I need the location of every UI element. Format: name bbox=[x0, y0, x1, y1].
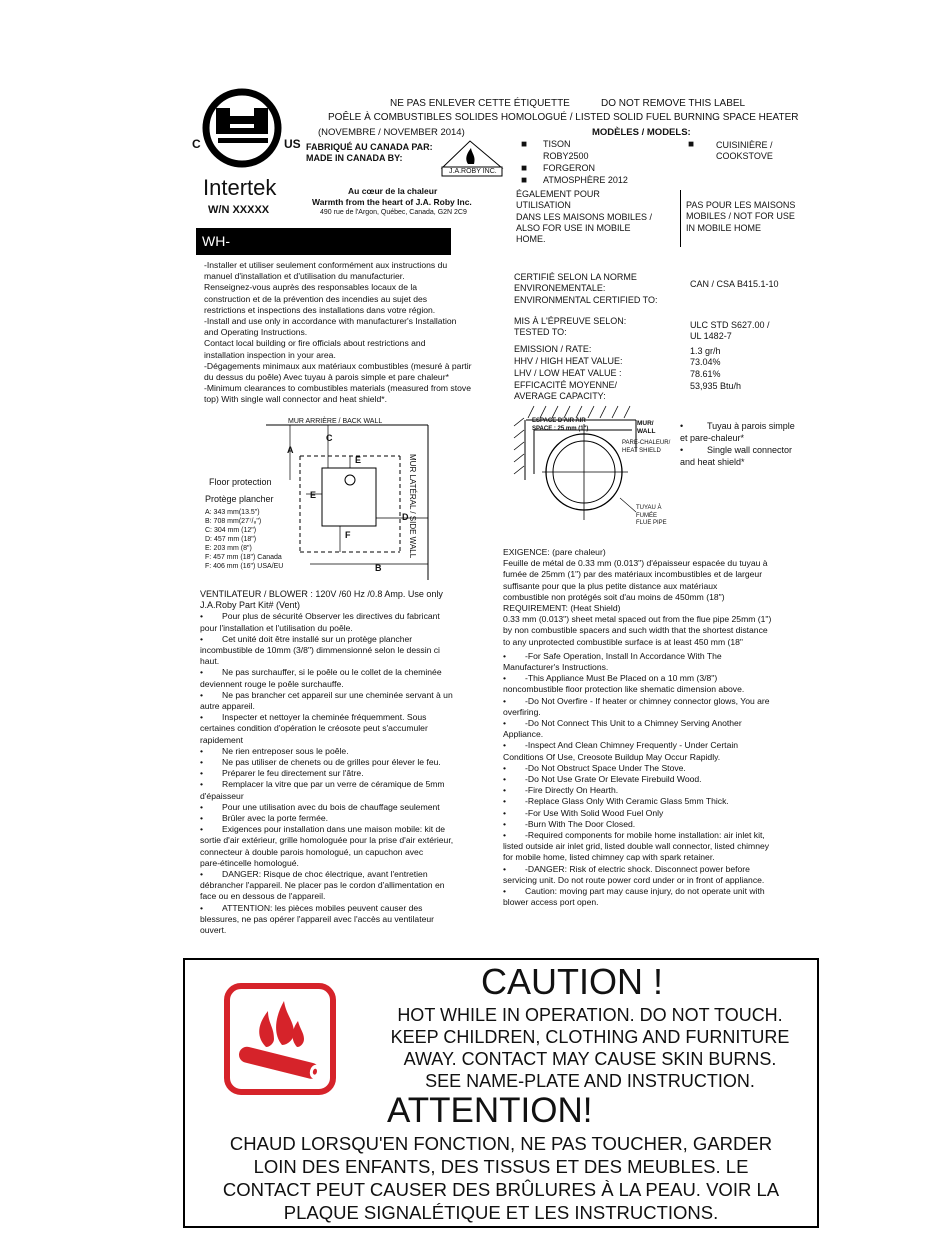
cert-c-mark: C bbox=[192, 137, 201, 151]
warning-item: • DANGER: Risque de choc électrique, avant l'entretien débrancher l'appareil. Ne placer pas le cordon d'allimentation en face ou en dessous de l'appareil. bbox=[200, 869, 500, 903]
warning-item: • -Do Not Obstruct Space Under The Stove. bbox=[503, 763, 823, 774]
floor-protection-label: Floor protection bbox=[209, 477, 272, 487]
caution-en-line: KEEP CHILDREN, CLOTHING AND FURNITURE bbox=[390, 1027, 790, 1047]
model-item: ■ FORGERON bbox=[521, 163, 595, 174]
legend-item: C: 304 mm (12") bbox=[205, 527, 257, 534]
warning-item: • -Inspect And Clean Chimney Frequently - Under Certain Conditions Of Use, Creosote Buildup May Occur Rapidly. bbox=[503, 740, 823, 762]
wall-label: MUR/ WALL bbox=[637, 420, 656, 435]
warning-item: • Brûler avec la porte fermée. bbox=[200, 813, 500, 824]
env-cert-label: CERTIFIÉ SELON LA NORME ENVIRONEMENTALE: ENVIRONMENTAL CERTIFIED TO: bbox=[514, 272, 658, 305]
lhv-value: 78.61% bbox=[690, 369, 721, 379]
warning-item: • Ne rien entreposer sous le poêle. bbox=[200, 746, 500, 757]
warning-item: • Cet unité doit être installé sur un protège plancher incombustible de 10mm (3/8") dimmensionné selon le dessin ci haut. bbox=[200, 634, 500, 668]
model-item: ■ TISON bbox=[521, 139, 571, 150]
legend-item: E: 203 mm (8") bbox=[205, 545, 252, 552]
bullet-icon: • bbox=[680, 445, 684, 455]
address: 490 rue de l'Argon, Québec, Canada, G2N 2C9 bbox=[320, 209, 467, 216]
env-cert-value: CAN / CSA B415.1-10 bbox=[690, 279, 779, 289]
intertek-wordmark: Intertek bbox=[203, 175, 277, 200]
warning-item: • -Burn With The Door Closed. bbox=[503, 819, 823, 830]
warning-item: • Pour une utilisation avec du bois de chauffage seulement bbox=[200, 802, 500, 813]
warning-item: • Préparer le feu directement sur l'âtre. bbox=[200, 768, 500, 779]
legend-item: F: 406 mm (16") USA/EU bbox=[205, 563, 284, 570]
right-warnings-column bbox=[503, 547, 823, 909]
listed-heater-line: POÊLE À COMBUSTIBLES SOLIDES HOMOLOGUÉ / LISTED SOLID FUEL BURNING SPACE HEATER bbox=[328, 112, 799, 123]
protege-plancher-label: Protège plancher bbox=[205, 494, 274, 504]
shield-note: et pare-chaleur* bbox=[680, 433, 745, 443]
heat-shield-label: PARE-CHALEUR/ HEAT SHIELD bbox=[622, 440, 671, 454]
shield-note: and heat shield* bbox=[680, 457, 745, 467]
lhv-label: LHV / LOW HEAT VALUE : bbox=[514, 368, 622, 378]
hhv-value: 73.04% bbox=[690, 357, 721, 367]
warning-item: • -For Use With Solid Wood Fuel Only bbox=[503, 808, 823, 819]
warning-item: • -For Safe Operation, Install In Accordance With The Manufacturer's Instructions. bbox=[503, 651, 823, 673]
mobile-home-not-allowed: PAS POUR LES MAISONS MOBILES / NOT FOR USE IN MOBILE HOME bbox=[686, 200, 796, 233]
caution-title: CAUTION ! bbox=[481, 961, 664, 1002]
cert-us-mark: US bbox=[284, 137, 301, 151]
emission-label: EMISSION / RATE: bbox=[514, 344, 592, 354]
back-wall-label: MUR ARRIÈRE / BACK WALL bbox=[288, 418, 383, 425]
caution-fr-line: CHAUD LORSQU'EN FONCTION, NE PAS TOUCHER, GARDER bbox=[229, 1133, 773, 1154]
caution-en-line: HOT WHILE IN OPERATION. DO NOT TOUCH. bbox=[397, 1005, 783, 1025]
caution-en-line: AWAY. CONTACT MAY CAUSE SKIN BURNS. bbox=[403, 1049, 777, 1069]
warning-item: • Ne pas brancher cet appareil sur une cheminée servant à un autre appareil. bbox=[200, 690, 500, 712]
caution-fr-line: LOIN DES ENFANTS, DES TISSUS ET DES MEUBLES. LE bbox=[253, 1156, 749, 1177]
warning-item: • -This Appliance Must Be Placed on a 10 mm (3/8") noncombustible floor protection like shematic dimension above. bbox=[503, 673, 823, 695]
efficiency-label: EFFICACITÉ MOYENNE/ AVERAGE CAPACITY: bbox=[514, 380, 618, 402]
side-wall-label: MUR LATÉRAL / SIDE WALL bbox=[408, 454, 417, 559]
model-item: ■ ATMOSPHÈRE 2012 bbox=[521, 175, 628, 186]
hot-surface-flame-icon bbox=[224, 983, 336, 1095]
warning-item: • Inspecter et nettoyer la cheminée fréquemment. Sous certaines condition d'opération le créosote peut s'accumuler rapidement bbox=[200, 712, 500, 746]
do-not-remove-en: DO NOT REMOVE THIS LABEL bbox=[601, 98, 746, 109]
warning-item: • Pour plus de sécurité Observer les directives du fabricant pour l'installation et l'utilisation du poêle. bbox=[200, 611, 500, 633]
warning-item: • -Do Not Overfire - If heater or chimney connector glows, You are overfiring. bbox=[503, 696, 823, 718]
warning-item: • -Required components for mobile home installation: air inlet kit, listed outside air inlet grid, listed double wall connector, listed chimney for mobile home, listed chimney cap with spark retainer. bbox=[503, 830, 823, 864]
dimension-letter: A bbox=[287, 445, 294, 455]
tagline-fr: Au cœur de la chaleur bbox=[348, 186, 438, 196]
model-item: ROBY2500 bbox=[543, 151, 589, 161]
emission-value: 1.3 gr/h bbox=[690, 346, 721, 356]
attention-title: ATTENTION! bbox=[387, 1091, 593, 1130]
warning-item: • -Do Not Connect This Unit to a Chimney Serving Another Appliance. bbox=[503, 718, 823, 740]
made-in-canada-en: MADE IN CANADA BY: bbox=[306, 153, 403, 163]
do-not-remove-fr: NE PAS ENLEVER CETTE ÉTIQUETTE bbox=[390, 98, 570, 109]
left-warnings-column bbox=[200, 589, 500, 936]
bullet-icon: • bbox=[680, 421, 684, 431]
warning-item: • -Fire Directly On Hearth. bbox=[503, 785, 823, 796]
legend-item: B: 708 mm(27⁷/₈") bbox=[205, 518, 262, 525]
models-divider bbox=[680, 190, 681, 247]
warning-item: • -Replace Glass Only With Ceramic Glass 5mm Thick. bbox=[503, 796, 823, 807]
wn-number: W/N XXXXX bbox=[208, 204, 270, 216]
warning-item: • -Do Not Use Grate Or Elevate Firebuild Wood. bbox=[503, 774, 823, 785]
dimension-letter: B bbox=[375, 563, 382, 573]
legend-item: A: 343 mm(13.5") bbox=[205, 509, 260, 516]
roby-logo-text: J.A.ROBY INC. bbox=[449, 168, 497, 175]
dimension-letter: D bbox=[402, 512, 409, 522]
warning-item: • ATTENTION: les pièces mobiles peuvent causer des blessures, ne pas opérer l'appareil avec l'accès au ventilateur ouvert. bbox=[200, 903, 500, 937]
legend-item: D: 457 mm (18") bbox=[205, 536, 257, 543]
warning-item: • Ne pas utiliser de chenets ou de grilles pour élever le feu. bbox=[200, 757, 500, 768]
caution-box bbox=[183, 958, 819, 1228]
caution-fr-line: CONTACT PEUT CAUSER DES BRÛLURES À LA PEAU. VOIR LA bbox=[222, 1179, 780, 1200]
tested-to-value: ULC STD S627.00 / UL 1482-7 bbox=[690, 320, 770, 342]
heat-shield-requirement: EXIGENCE: (pare chaleur) Feuille de métal de 0.33 mm (0.013") d'épaisseur espacée du tuyau à fumée de 25mm (1") par des matériaux incombustibles et de largeur suffisante pour que la plus petite distance aux matériaux combustible non protégés soit d'au moins de 450mm (18") REQUIREMENT: (Heat Shield) 0.33 mm (0.013") sheet metal spaced out from the flue pipe 25mm (1") by non combustible spacers and such width that the shortest distance to any unprotected combustible surface is at least 450 mm (18" bbox=[503, 547, 772, 647]
caution-en-line: SEE NAME-PLATE AND INSTRUCTION. bbox=[425, 1071, 755, 1091]
dimension-letter: F bbox=[345, 530, 351, 540]
models-title: MODÈLES / MODELS: bbox=[592, 127, 691, 138]
tested-to-label: MIS À L'ÉPREUVE SELON: TESTED TO: bbox=[514, 316, 627, 338]
label-date: (NOVEMBRE / NOVEMBER 2014) bbox=[318, 127, 465, 138]
caution-fr-line: PLAQUE SIGNALÉTIQUE ET LES INSTRUCTIONS. bbox=[283, 1202, 719, 1223]
legend-item: F: 457 mm (18") Canada bbox=[205, 554, 282, 561]
warning-item: • Exigences pour installation dans une maison mobile: kit de sortie d'air extérieur, grille homologuée pour la prise d'air extérieur, connecteur à double parois homologué, un capuchon avec pare-étincelle homologué. bbox=[200, 824, 500, 869]
intertek-wh-logo-icon bbox=[196, 88, 306, 168]
shield-note: Single wall connector bbox=[707, 445, 793, 455]
flue-pipe-label: TUYAU À FUMÉE FLUE PIPE bbox=[636, 505, 667, 526]
warning-item: • -DANGER: Risk of electric shock. Disconnect power before servicing unit. Do not route power cord under or in front of appliance. bbox=[503, 864, 823, 886]
efficiency-value: 53,935 Btu/h bbox=[690, 381, 742, 391]
tagline-en: Warmth from the heart of J.A. Roby Inc. bbox=[312, 197, 472, 207]
dimension-letter: E bbox=[355, 455, 362, 465]
shield-note: Tuyau à parois simple bbox=[707, 421, 795, 431]
dimension-letter: E bbox=[310, 490, 317, 500]
blower-spec: VENTILATEUR / BLOWER : 120V /60 Hz /0.8 Amp. Use only J.A.Roby Part Kit# (Vent) bbox=[200, 589, 443, 611]
air-space-label: ESPACE D'AIR AIR SPACE : 25 mm (1") bbox=[532, 418, 589, 432]
cookstove-square-icon: ■ bbox=[688, 139, 695, 150]
dimension-letter: C bbox=[326, 433, 333, 443]
warning-item: • Remplacer la vitre que par un verre de céramique de 5mm d'épaisseur bbox=[200, 779, 500, 801]
cookstove-label: CUISINIÈRE / COOKSTOVE bbox=[716, 140, 773, 162]
made-in-canada-fr: FABRIQUÉ AU CANADA PAR: bbox=[306, 142, 433, 152]
warning-item: • Caution: moving part may cause injury, do not operate unit with blower access port open. bbox=[503, 886, 823, 908]
mobile-home-allowed: ÉGALEMENT POUR UTILISATION DANS LES MAISONS MOBILES / ALSO FOR USE IN MOBILE HOME. bbox=[516, 189, 653, 245]
hhv-label: HHV / HIGH HEAT VALUE: bbox=[514, 356, 623, 366]
warning-item: • Ne pas surchauffer, si le poêle ou le collet de la cheminée deviennent rouge le poêle surchauffe. bbox=[200, 667, 500, 689]
install-instructions: -Installer et utiliser seulement conformément aux instructions du manuel d'installation et d'utilisation du manufacturier. Renseignez-vous auprès des responsables locaux de la construction et de la prévention des incendies au sujet des restrictions et inspections des installations dans votre région. -Install and use only in accordance with manufacturer's Installation and Operating Instructions. Contact local building or fire officials about restrictions and installation inspection in your area. -Dégagements minimaux aux matériaux combustibles (mesuré à partir du dessus du poêle) Avec tuyau à parois simple et pare chaleur* -Minimum clearances to combustibles materials (measured from stove top) With single wall connector and heat shield*. bbox=[204, 260, 472, 405]
wh-number-box: WH- bbox=[196, 228, 451, 255]
